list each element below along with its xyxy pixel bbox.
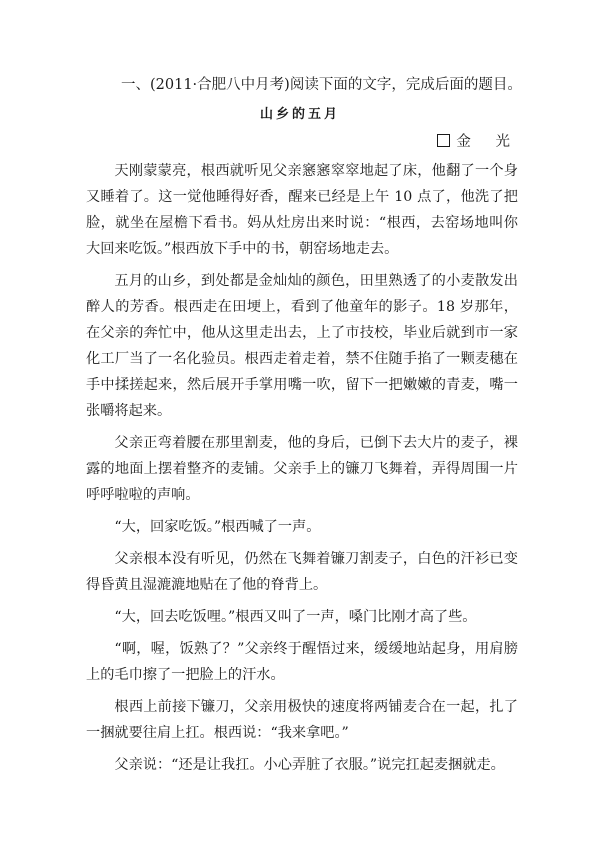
author-line [437, 132, 520, 152]
paragraph: 天刚蒙蒙亮，根西就听见父亲窸窸窣窣地起了床，他翻了一个身又睡着了。这一觉他睡得好香，醒来已经是上午 10 点了，他洗了把脸，就坐在屋檐下看书。妈从灶房出来时说：“根西，去窑场地叫你大回来吃饭。”根西放下手中的书，朝窑场地走去。 [86, 163, 518, 257]
paragraph: 父亲说：“还是让我扛。小心弄脏了衣服。”说完扛起麦捆就走。 [114, 757, 505, 773]
author-box-mark [437, 134, 450, 147]
paragraph: “啊，喔，饭熟了？”父亲终于醒悟过来，缓缓地站起身，用肩膀上的毛巾擦了一把脸上的汗水。 [86, 641, 518, 683]
paragraph: 父亲正弯着腰在那里割麦，他的身后，已倒下去大片的麦子，裸露的地面上摆着整齐的麦铺。父亲手上的镰刀飞舞着，弄得周围一片呼呼啦啦的声响。 [86, 435, 518, 503]
paragraph: “大，回家吃饭。”根西喊了一声。 [114, 519, 321, 535]
paragraph: 五月的山乡，到处都是金灿灿的颜色，田里熟透了的小麦散发出醉人的芳香。根西走在田埂上，看到了他童年的影子。18 岁那年，在父亲的奔忙中，他从这里走出去，上了市技校，毕业后就到市一家化工厂当了一名化验员。根西走着走着，禁不住随手掐了一颗麦穗在手中揉搓起来，然后展开手掌用嘴一吹，留下一把嫩嫩的青麦，嘴一张嚼将起来。 [86, 273, 518, 419]
author-name: 金 光 [456, 134, 520, 150]
question-header: 一、(2011·合肥八中月考)阅读下面的文字，完成后面的题目。 [121, 77, 522, 93]
story-body [86, 158, 518, 784]
paragraph: “大，回去吃饭哩。”根西又叫了一声，嗓门比刚才高了些。 [114, 609, 477, 625]
story-title: 山乡的五月 [259, 107, 340, 122]
paragraph: 父亲根本没有听见，仍然在飞舞着镰刀割麦子，白色的汗衫已变得昏黄且湿漉漉地贴在了他的脊背上。 [86, 551, 518, 593]
paragraph: 根西上前接下镰刀，父亲用极快的速度将两铺麦合在一起，扎了一捆就要往肩上扛。根西说：“我来拿吧。” [86, 699, 518, 741]
